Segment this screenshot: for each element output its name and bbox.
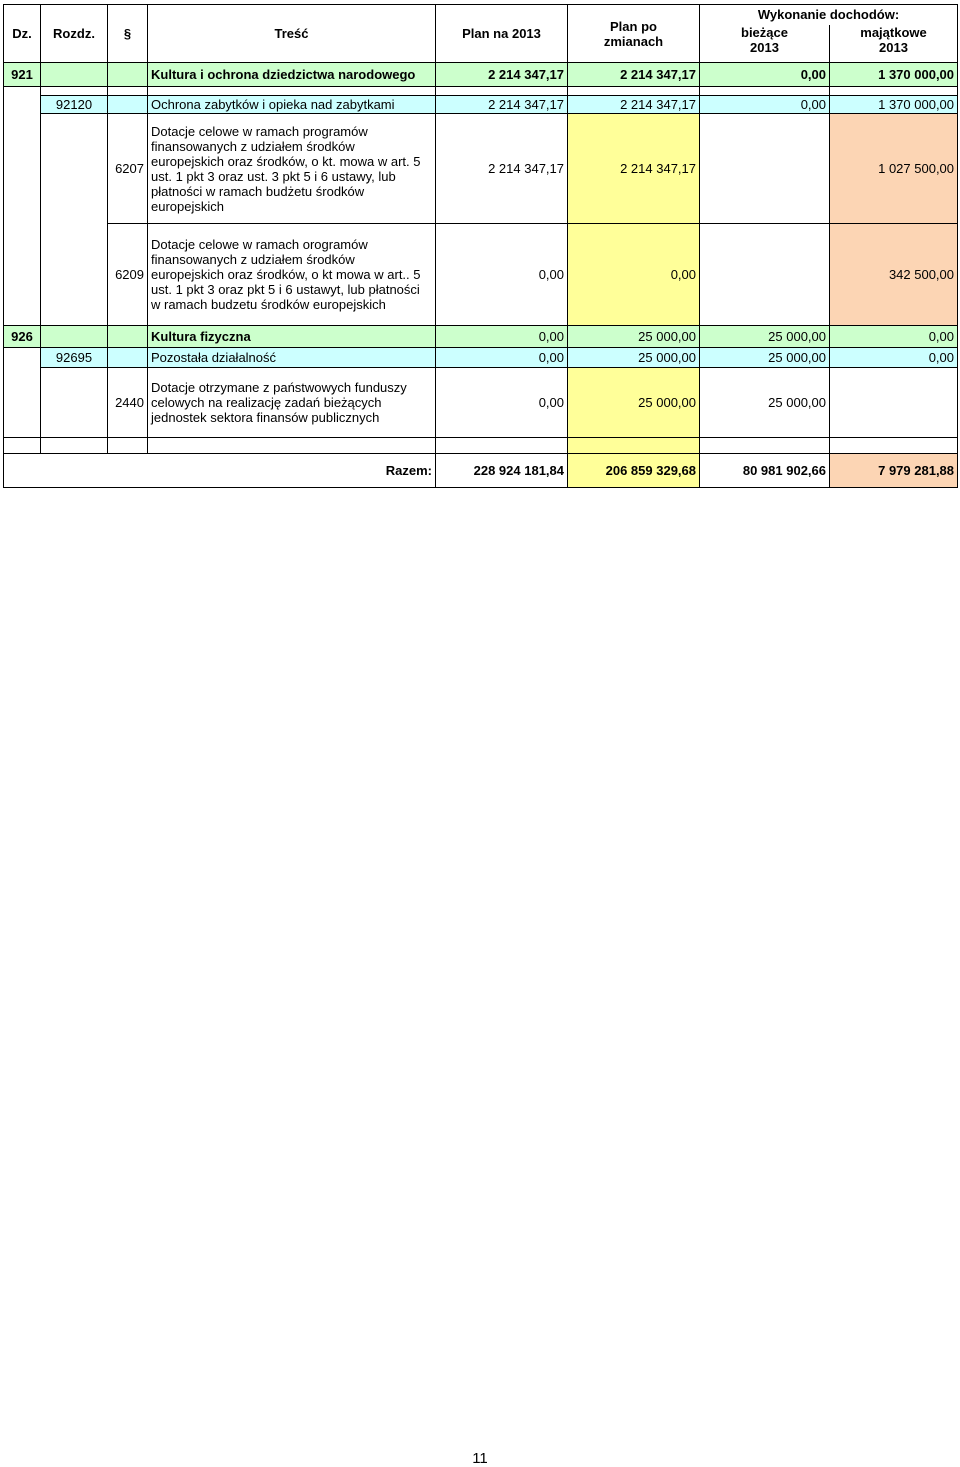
total-plan-po: 206 859 329,68 bbox=[568, 454, 700, 488]
dz921-plan: 2 214 347,17 bbox=[436, 63, 568, 87]
header-biezace bbox=[700, 25, 830, 63]
table-row-par6209 bbox=[4, 224, 958, 326]
dz921-biezace: 0,00 bbox=[700, 63, 830, 87]
total-plan: 228 924 181,84 bbox=[436, 454, 568, 488]
rozdz92120-code: 92120 bbox=[41, 96, 108, 114]
header-paragraf: § bbox=[108, 5, 148, 63]
header-majatkowe-year: 2013 bbox=[879, 39, 908, 55]
rozdz92120-majatkowe: 1 370 000,00 bbox=[830, 96, 958, 114]
revenue-table bbox=[3, 4, 958, 488]
par6209-code: 6209 bbox=[108, 224, 148, 326]
total-biezace: 80 981 902,66 bbox=[700, 454, 830, 488]
rozdz92695-majatkowe: 0,00 bbox=[830, 348, 958, 368]
header-plan: Plan na 2013 bbox=[436, 5, 568, 63]
header-biezace-label: bieżące bbox=[741, 24, 788, 40]
par6207-desc-line: płatności w ramach budżetu środków bbox=[151, 183, 365, 199]
rozdz92120-biezace: 0,00 bbox=[700, 96, 830, 114]
dz921-name: Kultura i ochrona dziedzictwa narodowego bbox=[148, 63, 436, 87]
dz926-code: 926 bbox=[4, 326, 41, 348]
rozdz92120-name: Ochrona zabytków i opieka nad zabytkami bbox=[148, 96, 436, 114]
par2440-desc-line: jednostek sektora finansów publicznych bbox=[151, 410, 380, 425]
header-plan-po-line2: zmianach bbox=[603, 33, 664, 49]
rozdz92120-plan: 2 214 347,17 bbox=[436, 96, 568, 114]
header-tresc: Treść bbox=[148, 5, 436, 63]
total-majatkowe: 7 979 281,88 bbox=[830, 454, 958, 488]
par6207-majatkowe: 1 027 500,00 bbox=[830, 114, 958, 224]
header-plan-po-line1: Plan po bbox=[610, 18, 657, 34]
header-plan-po bbox=[568, 5, 700, 63]
header-majatkowe bbox=[830, 25, 958, 63]
par6209-desc-line: w ramach budzetu środków europejskich bbox=[151, 297, 386, 312]
dz926-name: Kultura fizyczna bbox=[148, 326, 436, 348]
rozdz92695-name: Pozostała działalność bbox=[148, 348, 436, 368]
par6209-plan: 0,00 bbox=[436, 224, 568, 326]
par6209-plan-po: 0,00 bbox=[568, 224, 700, 326]
table-row-par2440 bbox=[4, 368, 958, 438]
header-biezace-year: 2013 bbox=[750, 39, 779, 55]
par6209-desc bbox=[148, 224, 436, 326]
par2440-plan-po: 25 000,00 bbox=[568, 368, 700, 438]
total-label: Razem: bbox=[4, 454, 436, 488]
table-row-par6207 bbox=[4, 114, 958, 224]
par6207-code: 6207 bbox=[108, 114, 148, 224]
header-dz: Dz. bbox=[4, 5, 41, 63]
rozdz92695-code: 92695 bbox=[41, 348, 108, 368]
rozdz92695-plan: 0,00 bbox=[436, 348, 568, 368]
par2440-desc-line: celowych na realizację zadań bieżących bbox=[151, 395, 382, 410]
par6207-desc-line: finansowanych z udziałem środków bbox=[151, 138, 355, 154]
par2440-majatkowe bbox=[830, 368, 958, 438]
rozdz92120-plan-po: 2 214 347,17 bbox=[568, 96, 700, 114]
table-row-rozdz92120 bbox=[4, 96, 958, 114]
par6209-desc-line: ust. 1 pkt 3 oraz pkt 5 i 6 ustawyt, lub płatności bbox=[151, 282, 420, 297]
dz921-majatkowe: 1 370 000,00 bbox=[830, 63, 958, 87]
dz926-plan: 0,00 bbox=[436, 326, 568, 348]
par6207-desc-line: Dotacje celowe w ramach programów bbox=[151, 123, 368, 139]
par6209-biezace bbox=[700, 224, 830, 326]
par6207-plan-po: 2 214 347,17 bbox=[568, 114, 700, 224]
par2440-code: 2440 bbox=[108, 368, 148, 438]
par6209-majatkowe: 342 500,00 bbox=[830, 224, 958, 326]
par6209-desc-line: finansowanych z udziałem środków bbox=[151, 252, 355, 267]
par6207-plan: 2 214 347,17 bbox=[436, 114, 568, 224]
par2440-biezace: 25 000,00 bbox=[700, 368, 830, 438]
rozdz92695-biezace: 25 000,00 bbox=[700, 348, 830, 368]
par6207-desc-line: europejskich oraz środków, o kt. mowa w art. 5 bbox=[151, 153, 421, 169]
header-majatkowe-label: majątkowe bbox=[860, 24, 927, 40]
table-row-dz921 bbox=[4, 63, 958, 87]
par6207-desc-line: europejskich bbox=[151, 198, 224, 214]
par6209-desc-line: europejskich oraz środków, o kt mowa w art.. 5 bbox=[151, 267, 421, 282]
dz926-plan-po: 25 000,00 bbox=[568, 326, 700, 348]
table-row-rozdz92695 bbox=[4, 348, 958, 368]
dz926-majatkowe: 0,00 bbox=[830, 326, 958, 348]
par6207-biezace bbox=[700, 114, 830, 224]
dz921-code: 921 bbox=[4, 63, 41, 87]
par6207-desc-line: ust. 1 pkt 3 oraz ust. 3 pkt 5 i 6 ustawy, lub bbox=[151, 168, 396, 184]
par2440-plan: 0,00 bbox=[436, 368, 568, 438]
dz926-biezace: 25 000,00 bbox=[700, 326, 830, 348]
rozdz92695-plan-po: 25 000,00 bbox=[568, 348, 700, 368]
table-row-dz926 bbox=[4, 326, 958, 348]
par2440-desc bbox=[148, 368, 436, 438]
par6209-desc-line: Dotacje celowe w ramach orogramów bbox=[151, 237, 368, 252]
page-number: 11 bbox=[472, 1450, 488, 1467]
par6207-desc bbox=[148, 114, 436, 224]
dz921-plan-po: 2 214 347,17 bbox=[568, 63, 700, 87]
par2440-desc-line: Dotacje otrzymane z państwowych funduszy bbox=[151, 380, 407, 395]
header-wykonanie: Wykonanie dochodów: bbox=[700, 5, 958, 25]
header-rozdz: Rozdz. bbox=[41, 5, 108, 63]
table-row-total bbox=[4, 454, 958, 488]
